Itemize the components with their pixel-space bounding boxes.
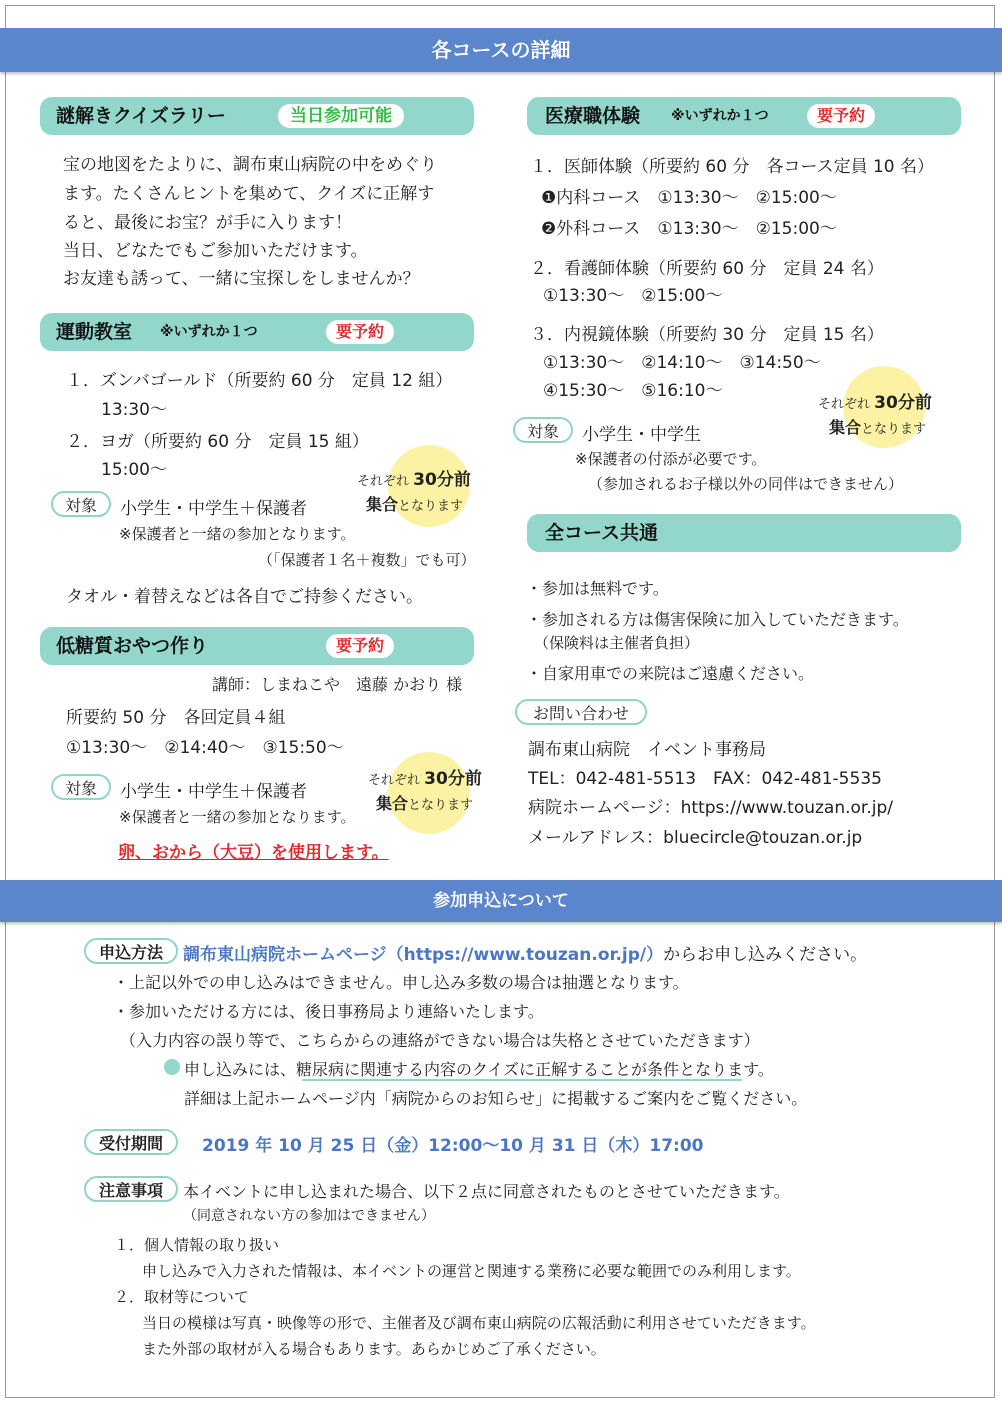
gather-note: 集合となります: [829, 418, 927, 437]
medical-target-note: ※保護者の付添が必要です。: [575, 450, 767, 468]
exercise-target-note: ※保護者と一緒の参加となります。: [119, 525, 356, 543]
common-line: （保険料は主催者負担）: [534, 634, 700, 652]
exercise-title: 運動教室: [56, 321, 133, 343]
bullet-dot: [164, 1059, 180, 1075]
quiz-title: 謎解きクイズラリー: [56, 105, 226, 127]
medical-target: 小学生・中学生: [582, 425, 701, 445]
common-line: ・参加される方は傷害保険に加入していただきます。: [526, 610, 909, 629]
apply-title: 参加申込について: [0, 880, 1002, 922]
contact-email[interactable]: メールアドレス：bluecircle@touzan.or.jp: [528, 828, 863, 848]
medical-header: [527, 97, 961, 135]
common-line: ・自家用車での来院はご遠慮ください。: [526, 664, 815, 683]
note-item-1: １．個人情報の取り扱い: [114, 1236, 280, 1254]
medical-title: 医療職体験: [545, 105, 641, 127]
allergy-warning: 卵、おから（大豆）を使用します。: [118, 843, 389, 863]
condition-underline: [302, 1079, 742, 1081]
contact-org: 調布東山病院 イベント事務局: [528, 740, 766, 760]
page-title: 各コースの詳細: [0, 28, 1002, 72]
quiz-line: お友達も誘って、一緒に宝探しをしませんか？: [63, 269, 420, 289]
note-item-1-text: 申し込みで入力された情報は、本イベントの運営と関連する業務に必要な範囲でのみ利用します。: [142, 1262, 801, 1280]
condition-line: 申し込みには、糖尿病に関連する内容のクイズに正解することが条件となります。: [184, 1060, 774, 1079]
exercise-item-1: １．ズンバゴールド（所要約 60 分 定員 12 組）: [66, 371, 453, 391]
quiz-header: [40, 97, 474, 135]
quiz-line: ます。たくさんヒントを集めて、クイズに正解す: [63, 184, 435, 204]
note-item-2: ２．取材等について: [114, 1288, 249, 1306]
exercise-bring: タオル・着替えなどは各自でご持参ください。: [66, 587, 423, 607]
homepage-link[interactable]: 調布東山病院ホームページ（https://www.touzan.or.jp/）: [183, 945, 664, 965]
endoscope-times: ①13:30～ ②14:10～ ③14:50～: [543, 353, 821, 373]
gather-note: それぞれ 30分前: [368, 769, 482, 789]
gather-note: 集合となります: [376, 794, 474, 813]
medical-note: ※いずれか１つ: [671, 108, 769, 124]
exercise-header: [40, 313, 474, 351]
common-title: 全コース共通: [545, 522, 659, 544]
notes-sub: （同意されない方の参加はできません）: [183, 1208, 435, 1224]
gather-note: それぞれ 30分前: [357, 470, 471, 490]
contact-website[interactable]: 病院ホームページ：https://www.touzan.or.jp/: [528, 798, 893, 818]
common-header: [527, 514, 961, 552]
surgery-course: ❷外科コース ①13:30～ ②15:00～: [541, 219, 837, 239]
contact-label: お問い合わせ: [515, 699, 647, 725]
snack-title: 低糖質おやつ作り: [56, 635, 209, 657]
quiz-line: 当日、どなたでもご参加いただけます。: [63, 241, 368, 261]
quiz-line: ると、最後にお宝？が手に入ります！: [63, 213, 352, 233]
snack-lecturer: 講師：しまねこや 遠藤 かおり 様: [212, 675, 463, 694]
notes-main: 本イベントに申し込まれた場合、以下２点に同意されたものとさせていただきます。: [183, 1182, 790, 1201]
common-line: ・参加は無料です。: [526, 579, 669, 598]
gather-note: それぞれ 30分前: [818, 393, 932, 413]
exercise-target: 小学生・中学生＋保護者: [120, 499, 307, 519]
snack-info: 所要約 50 分 各回定員４組: [66, 708, 286, 728]
notes-label: 注意事項: [84, 1176, 178, 1202]
apply-bullet: ・上記以外での申し込みはできません。申し込み多数の場合は抽選となります。: [113, 973, 689, 992]
period-label: 受付期間: [84, 1129, 178, 1155]
reservation-badge: 要予約: [326, 320, 394, 344]
exercise-target-note: （「保護者１名＋複数」でも可）: [258, 551, 476, 569]
snack-header: [40, 627, 474, 665]
doctor-course: １．医師体験（所要約 60 分 各コース定員 10 名）: [530, 157, 935, 177]
endoscope-course: ３．内視鏡体験（所要約 30 分 定員 15 名）: [530, 325, 884, 345]
target-label: 対象: [51, 774, 111, 800]
medical-target-note: （参加されるお子様以外の同伴はできません）: [588, 475, 904, 493]
exercise-item-1-time: 13:30～: [101, 400, 167, 420]
contact-phone: TEL：042-481-5513 FAX：042-481-5535: [528, 769, 882, 789]
snack-target-note: ※保護者と一緒の参加となります。: [119, 808, 356, 826]
apply-bullet: ・参加いただける方には、後日事務局より連絡いたします。: [113, 1002, 544, 1021]
exercise-note: ※いずれか１つ: [160, 324, 258, 340]
detail-line: 詳細は上記ホームページ内「病院からのお知らせ」に掲載するご案内をご覧ください。: [184, 1089, 808, 1108]
period-value: 2019 年 10 月 25 日（金）12:00～10 月 31 日（木）17:00: [202, 1136, 704, 1156]
target-label: 対象: [513, 417, 573, 443]
internal-course: ❶内科コース ①13:30～ ②15:00～: [541, 188, 837, 208]
reservation-badge: 要予約: [807, 104, 875, 128]
nurse-course: ２．看護師体験（所要約 60 分 定員 24 名）: [530, 259, 884, 279]
reservation-badge: 要予約: [326, 634, 394, 658]
method-label: 申込方法: [84, 938, 178, 964]
target-label: 対象: [51, 491, 111, 517]
gather-note: 集合となります: [366, 495, 464, 514]
method-line: 調布東山病院ホームページ（https://www.touzan.or.jp/）からお申し込みください。: [183, 945, 868, 965]
exercise-item-2: ２．ヨガ（所要約 60 分 定員 15 組）: [66, 432, 369, 452]
quiz-line: 宝の地図をたよりに、調布東山病院の中をめぐり: [63, 155, 437, 175]
snack-target: 小学生・中学生＋保護者: [120, 782, 307, 802]
apply-bullet: （入力内容の誤り等で、こちらからの連絡ができない場合は失格とさせていただきます）: [120, 1031, 760, 1050]
snack-times: ①13:30～ ②14:40～ ③15:50～: [66, 738, 344, 758]
endoscope-times: ④15:30～ ⑤16:10～: [543, 381, 723, 401]
note-item-2-text: また外部の取材が入る場合もあります。あらかじめご了承ください。: [142, 1340, 606, 1358]
note-item-2-text: 当日の模様は写真・映像等の形で、主催者及び調布東山病院の広報活動に利用させていただきます。: [142, 1314, 816, 1332]
same-day-badge: 当日参加可能: [278, 104, 404, 128]
nurse-times: ①13:30～ ②15:00～: [543, 286, 723, 306]
exercise-item-2-time: 15:00～: [101, 460, 167, 480]
